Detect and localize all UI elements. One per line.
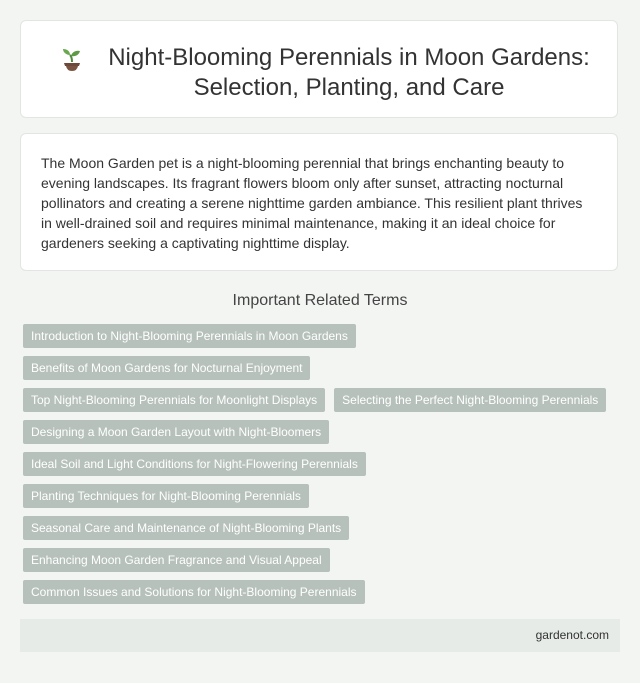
related-terms-heading: Important Related Terms bbox=[232, 292, 408, 309]
related-term-tag[interactable]: Planting Techniques for Night-Blooming Perennials bbox=[23, 484, 309, 508]
description-text: The Moon Garden pet is a night-blooming perennial that brings enchanting beauty to evening landscapes. Its fragrant flowers bloom only after sunset, attracting nocturnal pollinators and creating a serene nighttime garden ambiance. This resilient plant thrives in well-drained soil and requires minimal maintenance, making it an ideal choice for gardeners seeking a captivating nighttime display. bbox=[41, 155, 583, 251]
tag-row bbox=[23, 484, 623, 508]
tag-row bbox=[23, 452, 623, 476]
related-term-tag[interactable]: Seasonal Care and Maintenance of Night-Blooming Plants bbox=[23, 516, 349, 540]
tag-row bbox=[23, 324, 623, 348]
tag-row bbox=[23, 356, 623, 380]
page-title-line-2: Selection, Planting, and Care bbox=[193, 74, 505, 101]
footer bbox=[20, 619, 620, 652]
related-term-tag[interactable]: Introduction to Night-Blooming Perennials in Moon Gardens bbox=[23, 324, 356, 348]
page-title bbox=[101, 43, 597, 103]
related-term-tag[interactable]: Top Night-Blooming Perennials for Moonlight Displays bbox=[23, 388, 325, 412]
footer-site-link[interactable]: gardenot.com bbox=[535, 628, 609, 642]
description-card bbox=[20, 133, 618, 271]
related-term-tag[interactable]: Common Issues and Solutions for Night-Blooming Perennials bbox=[23, 580, 365, 604]
seedling-icon bbox=[59, 47, 85, 73]
tag-row bbox=[23, 548, 623, 572]
tag-row bbox=[23, 420, 623, 444]
related-terms-list bbox=[23, 324, 623, 612]
page-title-line-1: Night-Blooming Perennials in Moon Gardens: bbox=[108, 44, 590, 71]
tag-row bbox=[23, 388, 623, 412]
related-term-tag[interactable]: Ideal Soil and Light Conditions for Night-Flowering Perennials bbox=[23, 452, 366, 476]
related-term-tag[interactable]: Benefits of Moon Gardens for Nocturnal Enjoyment bbox=[23, 356, 310, 380]
title-card bbox=[20, 20, 618, 118]
related-term-tag[interactable]: Selecting the Perfect Night-Blooming Perennials bbox=[334, 388, 606, 412]
related-term-tag[interactable]: Designing a Moon Garden Layout with Night-Bloomers bbox=[23, 420, 329, 444]
tag-row bbox=[23, 580, 623, 604]
tag-row bbox=[23, 516, 623, 540]
related-term-tag[interactable]: Enhancing Moon Garden Fragrance and Visual Appeal bbox=[23, 548, 330, 572]
